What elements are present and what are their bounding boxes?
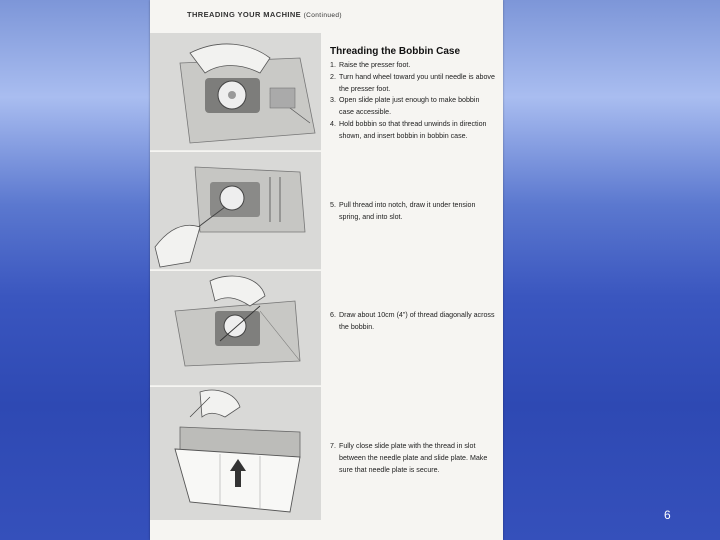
step-text: Turn hand wheel toward you until needle is above the presser foot. [339, 72, 495, 93]
step-text: Pull thread into notch, draw it under tension spring, and into slot. [339, 201, 476, 221]
manual-page [150, 0, 503, 540]
illustration-insert-bobbin [150, 33, 321, 150]
steps-group-1 [330, 60, 496, 143]
step-7 [330, 441, 496, 476]
step-5 [330, 200, 496, 224]
step-3 [330, 95, 496, 119]
step-text: Fully close slide plate with the thread in slot between the needle plate and slide plate. Make sure that needle plate is secure. [339, 442, 488, 474]
illustration-tension-spring [150, 152, 321, 269]
illustration-thread-across [150, 271, 321, 385]
step-1 [330, 60, 496, 72]
step-number: 7. [330, 442, 336, 450]
step-2 [330, 72, 496, 96]
step-number: 3. [330, 96, 336, 105]
hand-inserting-bobbin-illustration [150, 33, 321, 150]
separator [150, 150, 321, 151]
step-4 [330, 119, 496, 143]
step-text: Hold bobbin so that thread unwinds in direction shown, and insert bobbin in bobbin case. [339, 119, 487, 140]
thread-across-bobbin-illustration [150, 271, 321, 385]
step-text: Open slide plate just enough to make bobbin case accessible. [339, 96, 480, 117]
step-number: 4. [330, 119, 336, 128]
step-number: 2. [330, 72, 336, 81]
step-number: 1. [330, 61, 336, 69]
illustration-close-slide-plate [150, 387, 321, 520]
section-title: Threading the Bobbin Case [330, 46, 461, 57]
steps-group-4 [330, 441, 496, 476]
step-6 [330, 310, 496, 334]
closing-slide-plate-illustration [150, 387, 321, 520]
page-header-title: THREADING YOUR MACHINE [187, 10, 302, 19]
step-text: Raise the presser foot. [339, 61, 411, 69]
steps-group-3 [330, 310, 496, 334]
page-header [187, 10, 342, 19]
step-number: 5. [330, 201, 336, 209]
step-text: Draw about 10cm (4") of thread diagonally across the bobbin. [339, 311, 495, 331]
slide-page-number: 6 [664, 508, 671, 522]
page-header-continued: (Continued) [303, 12, 342, 19]
separator [150, 269, 321, 270]
separator [150, 385, 321, 386]
steps-group-2 [330, 200, 496, 224]
thread-under-tension-spring-illustration [150, 152, 321, 269]
step-number: 6. [330, 311, 336, 319]
